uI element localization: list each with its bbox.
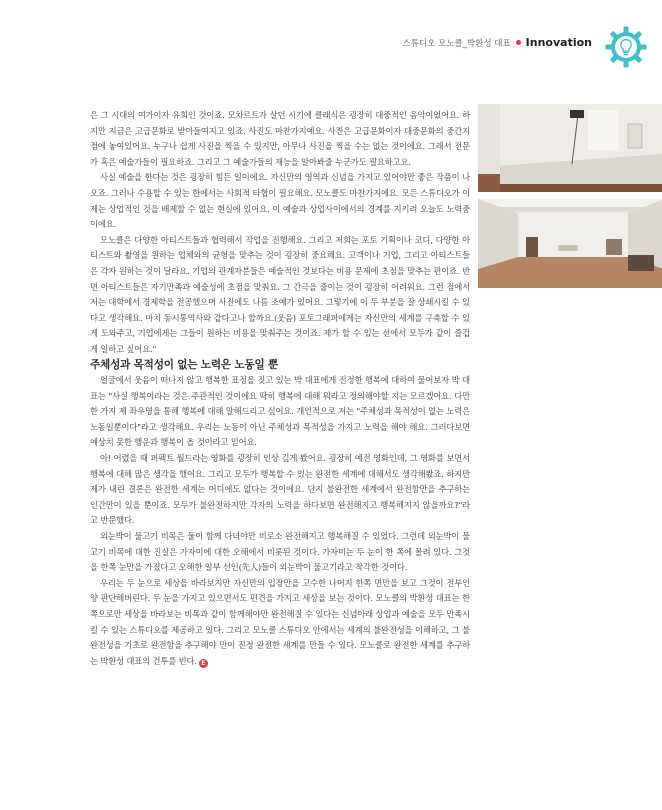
studio-photos (478, 104, 662, 292)
article-paragraph: 사실 예술을 한다는 것은 굉장히 힘든 일이에요. 자신만의 영역과 신념을 가지고 있어야만 좋은 작품이 나오죠. 그러나 수용할 수 있는 한에서는 사회적 타협이 필요해요. 모노클도 마찬가지에요. 모든 스튜디오가 이제는 상업적인 것을 배제할 수 없는 현실에 있어요. 이 예술과 상업사이에서의 경계를 지키려 오늘도 노력중이에요. (90, 172, 470, 230)
article-paragraph: 은 그 시대의 여가이자 유희인 것이죠. 모차르트가 살던 시기에 클래식은 굉장히 대중적인 음악이었어요. 하지만 지금은 고급문화로 받아들여지고 있죠. 사진도 마찬가지예요. 사진은 고급문화이자 대중문화의 중간지점에 놓여있어요. 누구나 쉽게 사진을 찍을 수 있지만, 아무나 사진을 찍을 수는 없는 것이에요. 그래서 전문가 혹은 예술가들이 필요하죠. 그리고 그 예술가들의 재능을 알아봐줄 누군가도 필요하고요. (90, 110, 470, 167)
end-mark-icon: E (199, 659, 208, 668)
article-paragraph: 모노클은 다양한 아티스트들과 협력해서 작업을 진행해요. 그리고 저희는 포토 기획이나 코디, 다양한 아티스트와 촬영을 원하는 업체와의 균형을 맞추는 것이 굉장히 중요해요. 고객이나 기업, 그리고 아티스트들은 각자 원하는 것이 달라요. 기업의 관계자분들은 예술적인 것보다는 비용 문제에 초점을 맞추는 편이죠. 반면 아티스트들은 자기만족과 예술성에 초점을 맞춰요. 그 간극을 줄이는 것이 굉장히 어려워요. 그런 점에서 저는 대학에서 경제학을 전공했으며 사진에도 나름 조예가 있어요. 그렇기에 이 두 부분을 잘 상쇄시킬 수 있다고 생각해요. 마치 동시통역사와 같다고나 할까요.(웃음) 포토그래퍼에게는 자신만의 세계를 구축할 수 있게 도와주고, 기업에게는 그들이 원하는 비용을 맞춰주는 것이죠. 제가 할 수 있는 선에서 모두가 같이 즐겁게 일하고 싶어요." (90, 234, 470, 354)
studio-white-backdrop-photo (478, 104, 662, 192)
article-paragraph-last (90, 576, 470, 670)
page-header (402, 36, 592, 49)
article-paragraph: 얼굴에서 웃음이 떠나지 않고 행복한 표정을 짓고 있는 박 대표에게 진정한 행복에 대하여 물어보자 박 대표는 "사실 행복이라는 것은 주관적인 것이에요 딱히 행복에 대해 뭐라고 정의해야할 지는 모르겠어요. 다만 한 가지 제 좌우명을 통해 행복에 대해 말해드리고 싶어요. 개인적으로 저는 "주체성과 목적성이 없는 노력은 노동일뿐이다"라고 생각해요. 우리는 노동이 아닌 주체성과 목적성을 가지고 노력을 해야 해요. 그러다보면 예상치 못한 행운과 행복이 올 것이라고 믿어요. (90, 375, 470, 448)
article-last-text: 우리는 두 눈으로 세상을 바라보지만 자신만의 입장만을 고수한 나머지 한쪽 면만을 보고 그것이 전부인양 판단해버린다. 두 눈을 가지고 있으면서도 편견을 가지고 세상을 보는 것이다. 모노클의 박환성 대표는 한쪽으로만 세상을 바라보는 비목과 같이 함께해야만 완전해질 수 있다는 신념아래 상업과 예술을 모두 만족시킬 수 있는 스튜디오를 제공하고 있다. 그리고 모노클 스튜디오 안에서는 세계의 불완전성을 이해하고, 그 불완전성을 기초로 완전함을 추구해야 만이 진정 완전한 세계를 만들 수 있다. 모노클로 완전한 세계를 추구하는 박환성 대표의 건투를 빈다. (90, 577, 470, 666)
header-section-title: Innovation (525, 36, 592, 49)
studio-wide-room-photo (478, 199, 662, 288)
article-paragraph: 외눈박이 물고기 비목은 둘이 함께 다녀야만 비로소 완전해지고 행복해질 수 있었다. 그런데 외눈박이 물고기 비목에 대한 진실은 가자미에 대한 오해에서 비롯된 것이다. 가자미는 두 눈이 한 쪽에 몰려 있다. 그것을 한쪽 눈만을 가졌다고 오해한 일부 선인(先人)들이 외눈박이 물고기라고 착각한 것이다. (90, 531, 470, 573)
article-body (90, 108, 470, 669)
header-byline: 스튜디오 모노클_박환성 대표 (402, 38, 511, 49)
article-paragraph: 아! 어렸을 때 퍼펙트 월드라는 영화를 굉장히 인상 깊게 봤어요. 굉장히 예전 영화인데, 그 영화를 보면서 행복에 대해 많은 생각을 했어요. 그리고 모두가 행복할 수 있는 완전한 세계에 대해서도 생각해봤죠. 하지만 제가 내린 결론은 완전한 세계는 어디에도 없다는 것이에요. 단지 불완전한 세계에서 완전함만을 추구하는 인간만이 있을 뿐이죠. 모두가 불완전하지만 각자의 노력을 하다보면 완전해지고 행복해지지 않을까요?"라고 반문했다. (90, 453, 470, 526)
article-subheading: 주체성과 목적성이 없는 노력은 노동일 뿐 (90, 358, 279, 371)
header-dot-icon (516, 40, 521, 45)
gear-lightbulb-icon (604, 25, 648, 69)
